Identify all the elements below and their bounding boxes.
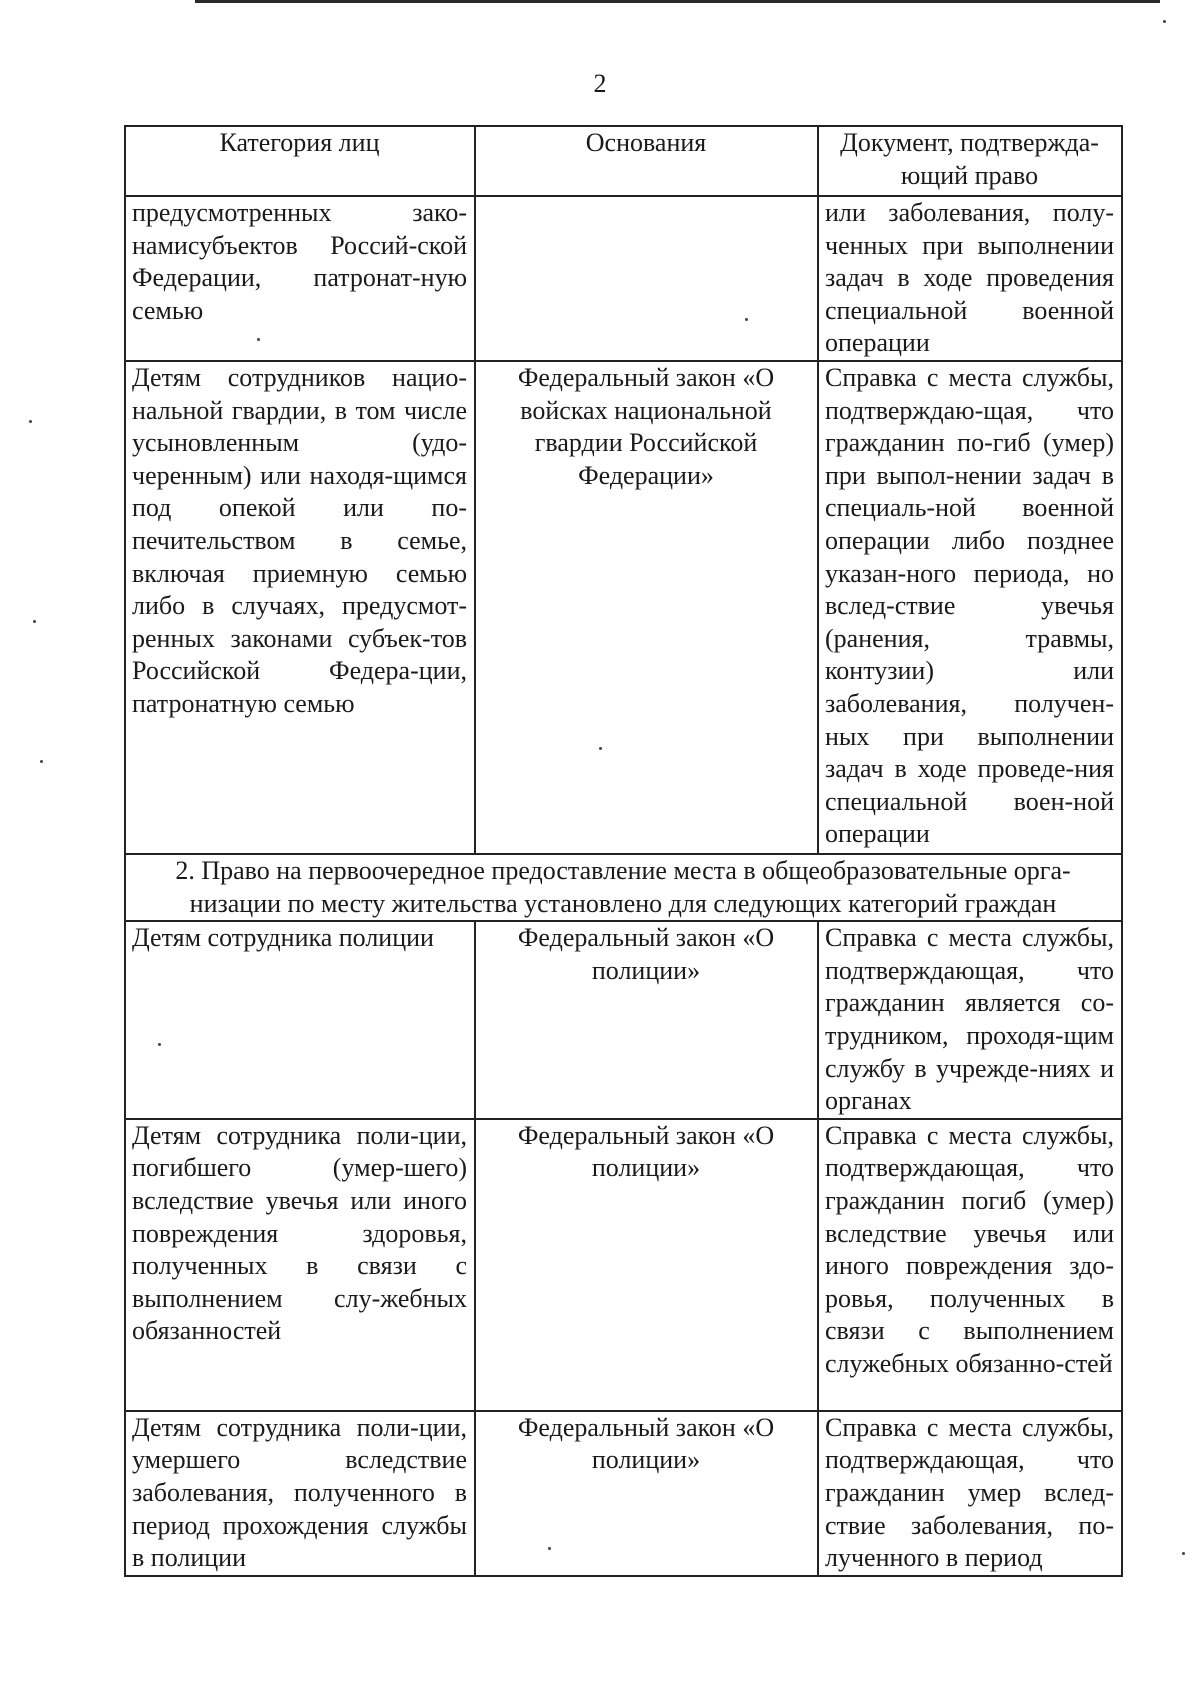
section-row — [125, 854, 1122, 921]
eligibility-table — [124, 125, 1123, 1577]
scan-speck — [40, 760, 43, 763]
scan-speck — [29, 420, 32, 423]
header-basis: Основания — [475, 126, 818, 196]
cell-category: Детям сотрудника поли-ции, погибшего (умер-шего) вследствие увечья или иного повреждения здоровья, полученных в связи с выполнением слу-жебных обязанностей — [125, 1119, 475, 1411]
table-row — [125, 1411, 1122, 1576]
table-row — [125, 921, 1122, 1119]
scan-speck — [548, 1547, 551, 1550]
cell-basis: Федеральный закон «О полиции» — [475, 1411, 818, 1576]
cell-basis: Федеральный закон «О войсках национальной гвардии Российской Федерации» — [475, 361, 818, 854]
cell-document: Справка с места службы, подтверждающая, что гражданин умер вслед-ствие заболевания, по-лученного в период — [818, 1411, 1122, 1576]
header-document: Документ, подтвержда-ющий право — [818, 126, 1122, 196]
scan-speck — [33, 620, 36, 623]
cell-document: Справка с места службы, подтверждающая, что гражданин погиб (умер) вследствие увечья или иного повреждения здо-ровья, полученных в связи с выполнением служебных обязанно-стей — [818, 1119, 1122, 1411]
table-header-row — [125, 126, 1122, 196]
scan-speck — [599, 747, 602, 750]
scan-speck — [1163, 20, 1166, 23]
cell-category: Детям сотрудника полиции — [125, 921, 475, 1119]
cell-category: предусмотренных зако-намисубъектов Россий-ской Федерации, патронат-ную семью — [125, 196, 475, 361]
page-number: 2 — [593, 69, 607, 98]
section-title: 2. Право на первоочередное предоставление места в общеобразовательные орга-низации по месту жительства установлено для следующих категорий граждан — [125, 854, 1122, 921]
table-row — [125, 1119, 1122, 1411]
scan-speck — [257, 338, 260, 341]
header-category: Категория лиц — [125, 126, 475, 196]
cell-basis: Федеральный закон «О полиции» — [475, 921, 818, 1119]
scan-speck — [745, 318, 748, 321]
cell-category: Детям сотрудника поли-ции, умершего вследствие заболевания, полученного в период прохождения службы в полиции — [125, 1411, 475, 1576]
table-row — [125, 196, 1122, 361]
top-rule — [195, 0, 1160, 3]
table-row — [125, 361, 1122, 854]
cell-document: Справка с места службы, подтверждаю-щая, что гражданин по-гиб (умер) при выпол-нении задач в специаль-ной военной операции либо позднее указан-ного периода, но вслед-ствие увечья (ранения, травмы, контузии) или заболевания, получен-ных при выполнении задач в ходе проведе-ния специальной воен-ной операции — [818, 361, 1122, 854]
cell-basis: Федеральный закон «О полиции» — [475, 1119, 818, 1411]
cell-basis — [475, 196, 818, 361]
cell-category: Детям сотрудников нацио-нальной гвардии, в том числе усыновленным (удо-черенным) или находя-щимся под опекой или по-печительством в семье, включая приемную семью либо в случаях, предусмот-ренных законами субъек-тов Российской Федера-ции, патронатную семью — [125, 361, 475, 854]
scan-speck — [158, 1043, 161, 1046]
cell-document: или заболевания, полу-ченных при выполнении задач в ходе проведения специальной военной операции — [818, 196, 1122, 361]
scan-speck — [1182, 1552, 1185, 1555]
cell-document: Справка с места службы, подтверждающая, что гражданин является со-трудником, проходя-щим службу в учрежде-ниях и органах — [818, 921, 1122, 1119]
